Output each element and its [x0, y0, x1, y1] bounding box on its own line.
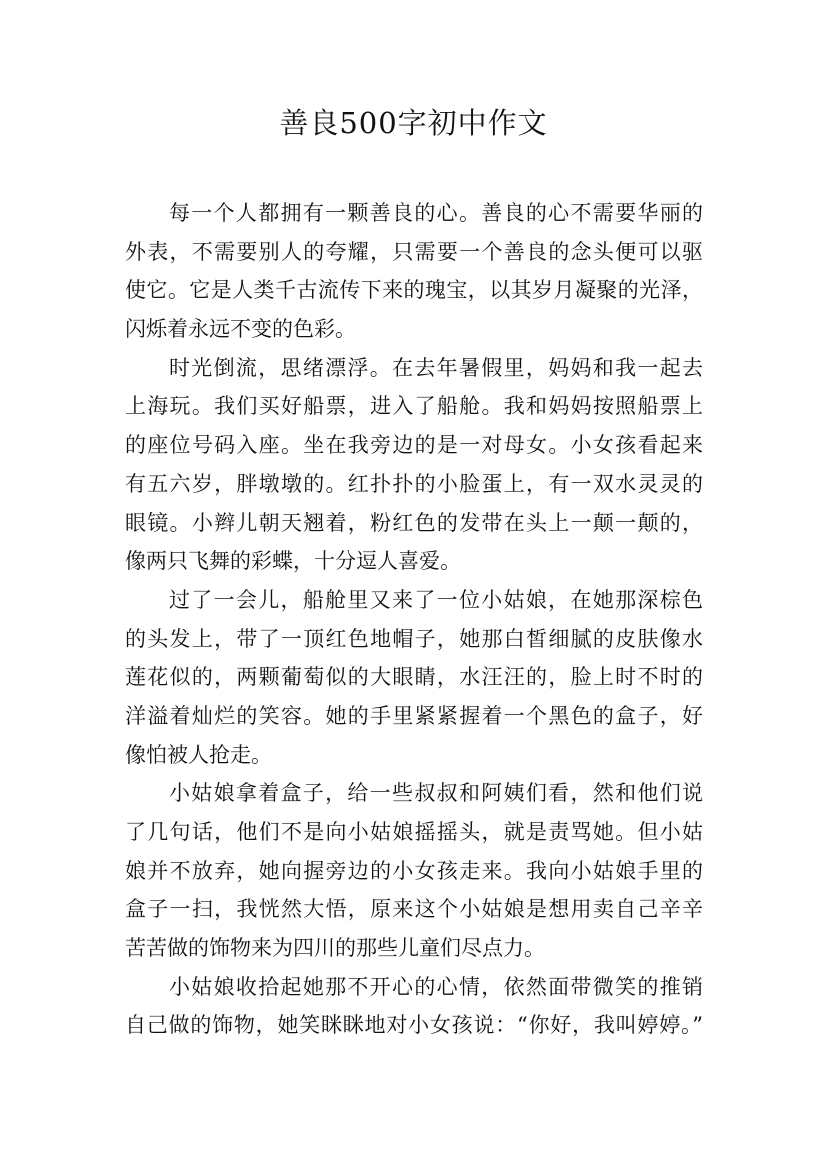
text-line: 有五六岁，胖墩墩的。红扑扑的小脸蛋上，有一双水灵灵的	[125, 471, 703, 496]
text-line: 了几句话，他们不是向小姑娘摇摇头，就是责骂她。但小姑	[125, 820, 703, 844]
text-line: 使它。它是人类千古流传下来的瑰宝，以其岁月凝聚的光泽，	[125, 278, 703, 303]
document-title: 善良500字初中作文	[279, 106, 548, 140]
paragraph	[125, 581, 703, 774]
text-line: 眼镜。小辫儿朝天翘着，粉红色的发带在头上一颠一颠的，	[125, 510, 703, 535]
text-line: 上海玩。我们买好船票，进入了船舱。我和妈妈按照船票上	[125, 394, 703, 419]
text-line: 洋溢着灿烂的笑容。她的手里紧紧握着一个黑色的盒子，好	[125, 703, 703, 728]
text-line: 像怕被人抢走。	[125, 742, 272, 767]
text-line: 每一个人都拥有一颗善良的心。善良的心不需要华丽的	[169, 201, 703, 225]
paragraph	[125, 349, 703, 581]
text-line: 的座位号码入座。坐在我旁边的是一对母女。小女孩看起来	[125, 433, 703, 458]
text-line: 闪烁着永远不变的色彩。	[125, 317, 356, 342]
text-line: 过了一会儿，船舱里又来了一位小姑娘，在她那深棕色	[169, 587, 703, 612]
text-line: 外表，不需要别人的夸耀，只需要一个善良的念头便可以驱	[125, 239, 703, 264]
text-line: 莲花似的，两颗葡萄似的大眼睛，水汪汪的，脸上时不时的	[125, 665, 703, 690]
text-line: 时光倒流，思绪漂浮。在去年暑假里，妈妈和我一起去	[169, 355, 703, 380]
text-line: 像两只飞舞的彩蝶，十分逗人喜爱。	[125, 549, 461, 574]
text-line: 小姑娘拿着盒子，给一些叔叔和阿姨们看，然和他们说	[169, 781, 703, 806]
text-line: 小姑娘收拾起她那不开心的心情，依然面带微笑的推销	[169, 974, 703, 999]
paragraph	[125, 194, 703, 349]
text-line: 苦苦做的饰物来为四川的那些儿童们尽点力。	[125, 936, 545, 961]
text-line: 盒子一扫，我恍然大悟，原来这个小姑娘是想用卖自己辛辛	[125, 897, 703, 922]
essay-body	[125, 194, 703, 1045]
text-line: 的头发上，带了一顶红色地帽子，她那白皙细腻的皮肤像水	[125, 626, 703, 651]
text-line: 自己做的饰物，她笑眯眯地对小女孩说：“你好，我叫婷婷。”	[125, 1013, 703, 1038]
text-line: 娘并不放弃，她向握旁边的小女孩走来。我向小姑娘手里的	[125, 858, 703, 883]
paragraph	[125, 968, 703, 1045]
paragraph	[125, 774, 703, 967]
